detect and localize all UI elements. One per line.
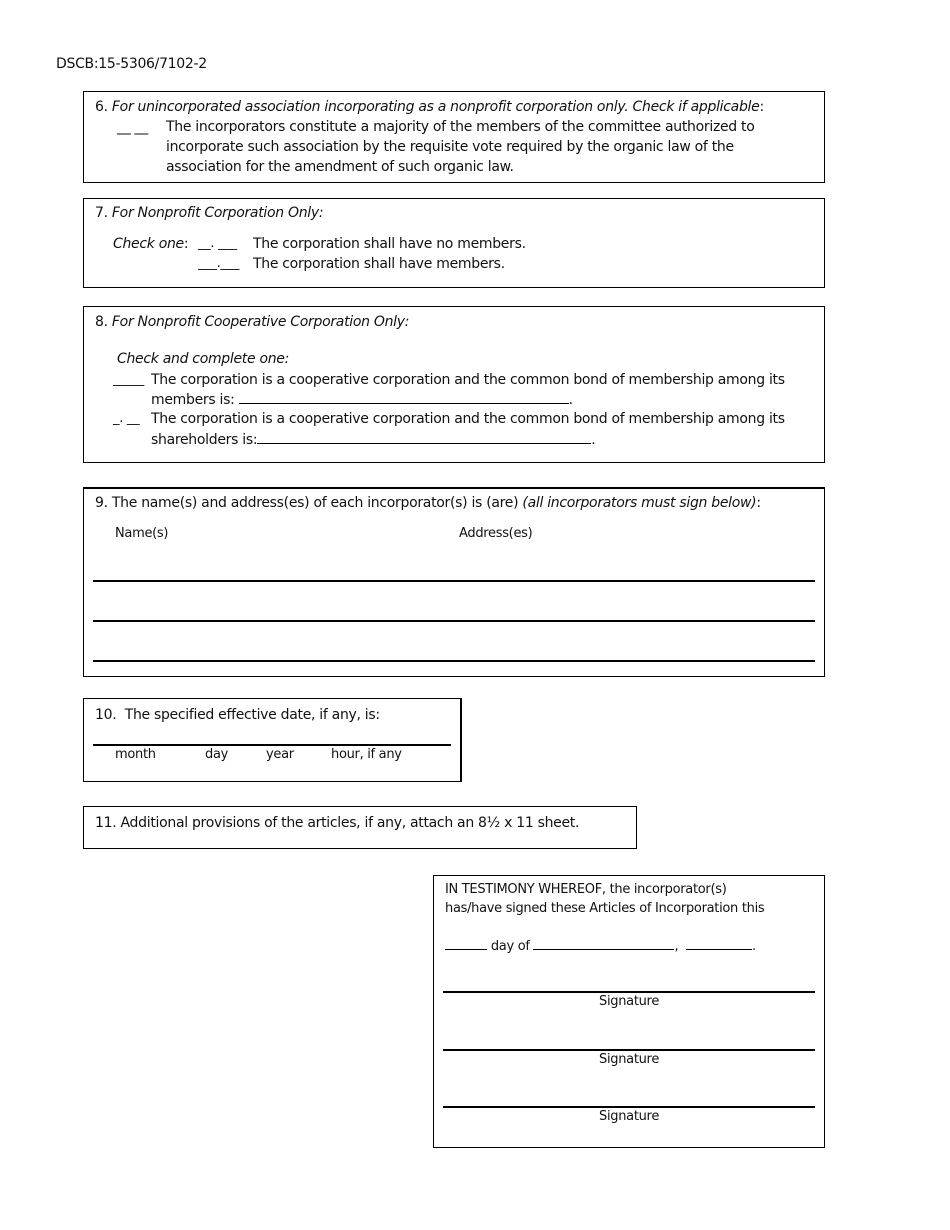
signature-label-1: Signature — [599, 994, 660, 1009]
section-7-check-label — [113, 234, 188, 254]
testimony-month-field[interactable] — [533, 935, 674, 950]
section-8-check-label: Check and complete one: — [117, 351, 290, 367]
section-9-colon: : — [756, 495, 761, 511]
section-11 — [83, 806, 637, 849]
hour-label: hour, if any — [331, 747, 402, 762]
year-label: year — [266, 747, 294, 762]
section-8-heading — [95, 312, 409, 332]
section-8 — [83, 306, 825, 463]
section-11-heading — [95, 813, 579, 833]
section-6-colon: : — [759, 99, 764, 115]
check-one-colon: : — [183, 236, 189, 252]
section-6-heading — [95, 97, 764, 117]
section-7-title: For Nonprofit Corporation Only: — [111, 205, 324, 221]
section-8-option-2-checkbox[interactable]: _. __ — [113, 411, 140, 426]
section-7 — [83, 198, 825, 288]
section-11-number: 11. — [95, 815, 117, 831]
section-6-checkbox[interactable]: __ __ — [117, 119, 148, 135]
testimony-line-1: IN TESTIMONY WHEREOF, the incorporator(s) — [445, 882, 727, 897]
section-6-line-1: The incorporators constitute a majority of the members of the committee authorized to — [166, 119, 755, 135]
date-period: . — [751, 939, 756, 954]
signature-label-2: Signature — [599, 1052, 660, 1067]
shareholders-is-label: shareholders is: — [151, 432, 258, 448]
signature-label-3: Signature — [599, 1109, 660, 1124]
section-7-option-1-text: The corporation shall have no members. — [253, 236, 526, 252]
section-9-italic: (all incorporators must sign below) — [522, 495, 757, 511]
section-8-title: For Nonprofit Cooperative Corporation Only: — [111, 314, 410, 330]
section-8-option-1-line-2 — [151, 389, 573, 410]
section-10-number: 10. — [95, 707, 117, 723]
section-8-option-2-line-1: The corporation is a cooperative corporation and the common bond of membership among its — [151, 411, 785, 427]
day-label: day — [205, 747, 229, 762]
section-9 — [83, 487, 825, 677]
section-11-text: Additional provisions of the articles, if any, attach an 8½ x 11 sheet. — [120, 815, 580, 831]
check-one-label: Check one — [113, 236, 184, 252]
section-6-number: 6. — [95, 99, 108, 115]
members-bond-field[interactable] — [239, 389, 569, 404]
section-8-number: 8. — [95, 314, 108, 330]
section-10-heading — [95, 705, 380, 725]
incorporator-line-1[interactable] — [93, 580, 815, 582]
section-6-line-2: incorporate such association by the requisite vote required by the organic law of the — [166, 139, 734, 155]
shareholders-bond-field[interactable] — [257, 429, 591, 444]
section-8-option-1-checkbox[interactable]: _____ — [113, 372, 145, 387]
section-7-option-1-checkbox[interactable]: __. ___ — [198, 236, 237, 251]
section-7-option-2-checkbox[interactable]: ___.___ — [198, 256, 240, 271]
addresses-column-label: Address(es) — [459, 526, 533, 541]
incorporator-line-2[interactable] — [93, 620, 815, 622]
members-is-label: members is: — [151, 392, 235, 408]
members-bond-period: . — [568, 392, 573, 408]
section-7-number: 7. — [95, 205, 108, 221]
names-column-label: Name(s) — [115, 526, 169, 541]
section-6-title: For unincorporated association incorporating as a nonprofit corporation only. Check if applicable — [111, 99, 760, 115]
testimony-line-2: has/have signed these Articles of Incorporation this — [445, 901, 765, 916]
shareholders-bond-period: . — [591, 432, 596, 448]
testimony-year-field[interactable] — [686, 935, 752, 950]
form-code: DSCB:15-5306/7102-2 — [56, 56, 207, 72]
section-8-option-1-line-1: The corporation is a cooperative corporation and the common bond of membership among its — [151, 372, 785, 388]
section-10-text: The specified effective date, if any, is: — [124, 707, 380, 723]
date-comma: , — [674, 939, 679, 954]
section-7-option-2-text: The corporation shall have members. — [253, 256, 505, 272]
section-9-text: The name(s) and address(es) of each incorporator(s) is (are) — [111, 495, 519, 511]
section-6 — [83, 91, 825, 183]
incorporator-line-3[interactable] — [93, 660, 815, 662]
section-9-heading — [95, 493, 761, 513]
testimony-date-row — [445, 935, 756, 957]
testimony-box — [433, 875, 825, 1148]
section-9-number: 9. — [95, 495, 108, 511]
day-of-label: day of — [490, 939, 530, 954]
month-label: month — [115, 747, 156, 762]
section-7-heading — [95, 203, 323, 223]
section-8-option-2-line-2 — [151, 429, 595, 450]
testimony-day-field[interactable] — [445, 935, 487, 950]
section-10 — [83, 698, 462, 782]
section-6-line-3: association for the amendment of such organic law. — [166, 159, 514, 175]
